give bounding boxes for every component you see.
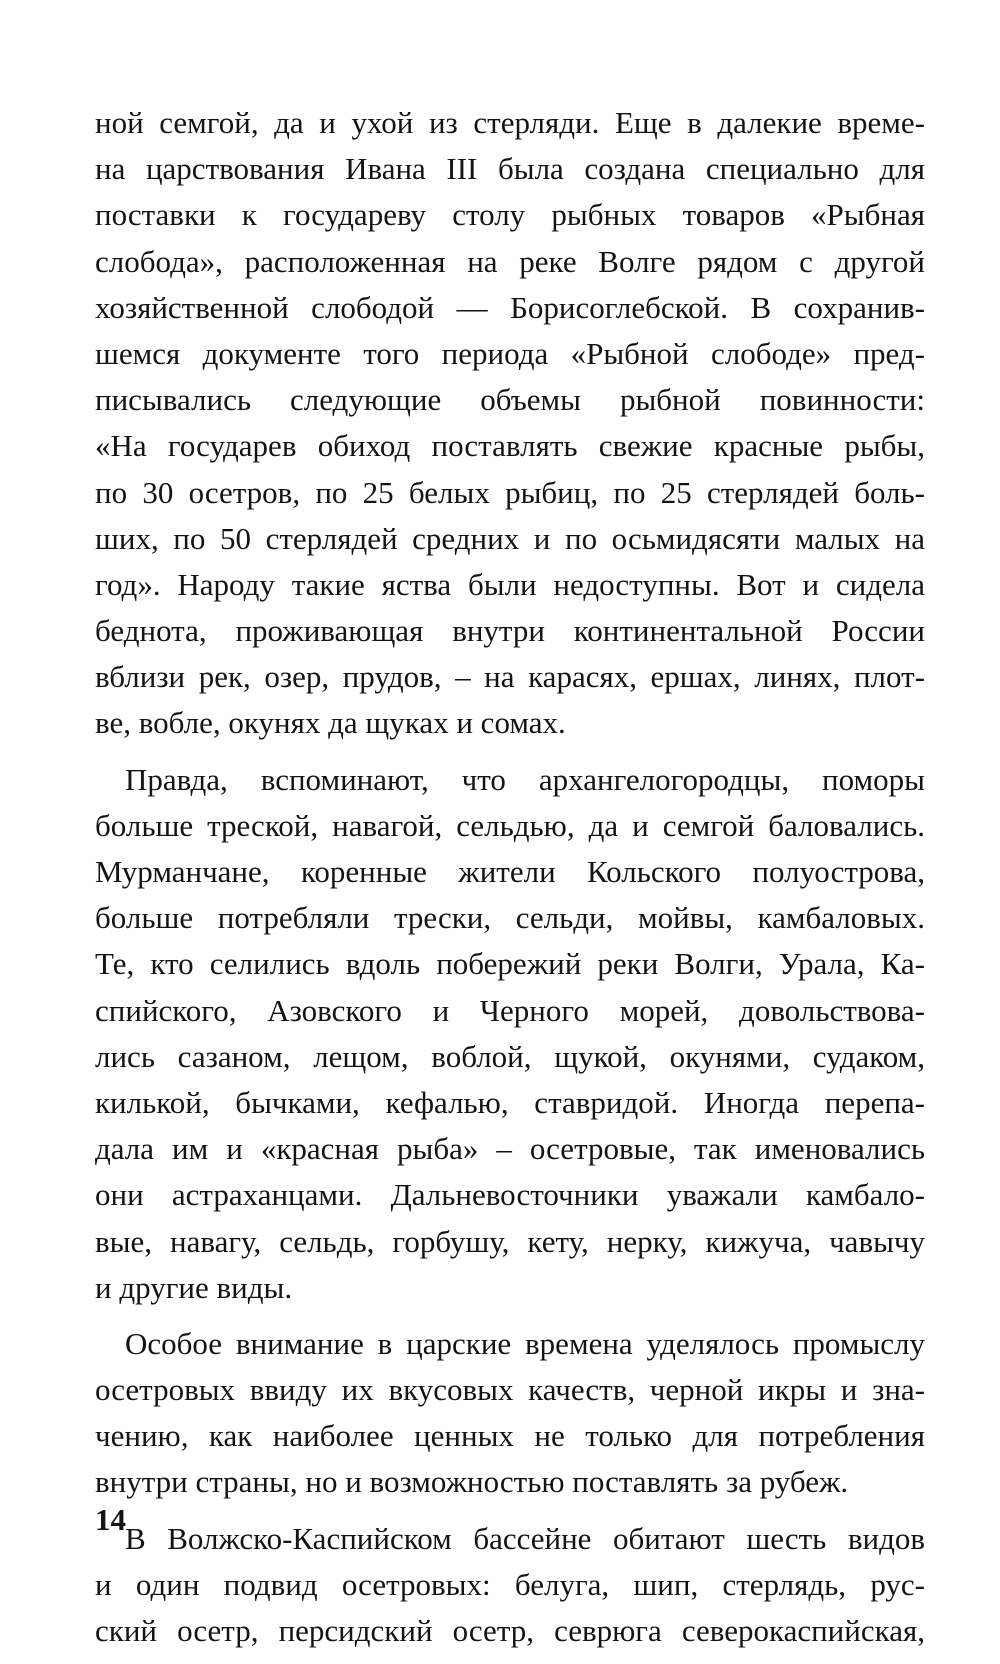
text-line: ский осетр, персидский осетр, севрюга северокаспийская, bbox=[95, 1613, 925, 1648]
text-line: по 30 осетров, по 25 белых рыбиц, по 25 стерлядей боль- bbox=[95, 474, 925, 510]
text-line: осетровых ввиду их вкусовых качеств, черной икры и зна- bbox=[95, 1372, 925, 1408]
text-line: и один подвид осетровых: белуга, шип, стерлядь, рус- bbox=[95, 1566, 925, 1602]
text-line: ве, вобле, окунях да щуках и сомах. bbox=[95, 705, 566, 741]
text-line: ших, по 50 стерлядей средних и по осьмидясяти малых на bbox=[95, 520, 925, 556]
text-line: В Волжско-Каспийском бассейне обитают шесть видов bbox=[125, 1520, 925, 1556]
text-line: дала им и «красная рыба» – осетровые, так именовались bbox=[95, 1131, 925, 1167]
text-line: год». Народу такие яства были недоступны. Вот и сидела bbox=[95, 566, 925, 602]
text-line: внутри страны, но и возможностью поставлять за рубеж. bbox=[95, 1464, 849, 1500]
paragraph-2 bbox=[95, 757, 925, 1311]
paragraph-1 bbox=[95, 100, 925, 747]
text-line: больше треской, навагой, сельдью, да и семгой баловались. bbox=[95, 807, 925, 843]
text-line: «На государев обиход поставлять свежие красные рыбы, bbox=[95, 428, 925, 464]
text-line: лись сазаном, лещом, воблой, щукой, окунями, судаком, bbox=[95, 1038, 925, 1074]
text-line: больше потребляли трески, сельди, мойвы, камбаловых. bbox=[95, 900, 925, 936]
text-line: Особое внимание в царские времена уделялось промыслу bbox=[125, 1325, 925, 1361]
text-line: ной семгой, да и ухой из стерляди. Еще в далекие време- bbox=[95, 105, 925, 140]
text-line: шемся документе того периода «Рыбной слободе» пред- bbox=[95, 335, 925, 371]
page-number: 14 bbox=[95, 1502, 126, 1537]
text-line: они астраханцами. Дальневосточники уважали камбало- bbox=[95, 1177, 925, 1213]
text-line: беднота, проживающая внутри континентальной России bbox=[95, 613, 925, 649]
paragraph-gap bbox=[95, 747, 925, 757]
paragraph-gap bbox=[95, 1311, 925, 1321]
text-line: на царствования Ивана III была создана специально для bbox=[95, 151, 925, 187]
paragraph-3 bbox=[95, 1321, 925, 1506]
text-line: спийского, Азовского и Черного морей, довольствова- bbox=[95, 992, 925, 1028]
text-line: хозяйственной слободой — Борисоглебской. В сохранив- bbox=[95, 289, 925, 325]
text-line: вые, навагу, сельдь, горбушу, кету, нерку, кижуча, чавычу bbox=[95, 1223, 925, 1259]
text-line: Правда, вспоминают, что архангелогородцы, поморы bbox=[125, 761, 925, 797]
text-line: килькой, бычками, кефалью, ставридой. Иногда перепа- bbox=[95, 1084, 925, 1120]
body-text bbox=[95, 100, 925, 1654]
paragraph-4 bbox=[95, 1516, 925, 1655]
text-line: Те, кто селились вдоль побережий реки Волги, Урала, Ка- bbox=[95, 946, 925, 982]
paragraph-gap bbox=[95, 1506, 925, 1516]
text-line: чению, как наиболее ценных не только для потребления bbox=[95, 1418, 925, 1454]
text-line: слобода», расположенная на реке Волге рядом с другой bbox=[95, 243, 925, 279]
text-line: писывались следующие объемы рыбной повинности: bbox=[95, 382, 925, 418]
text-line: Мурманчане, коренные жители Кольского полуострова, bbox=[95, 854, 925, 889]
text-line: и другие виды. bbox=[95, 1269, 293, 1305]
text-line: вблизи рек, озер, прудов, – на карасях, ершах, линях, плот- bbox=[95, 659, 925, 695]
text-line: поставки к государеву столу рыбных товаров «Рыбная bbox=[95, 197, 925, 233]
